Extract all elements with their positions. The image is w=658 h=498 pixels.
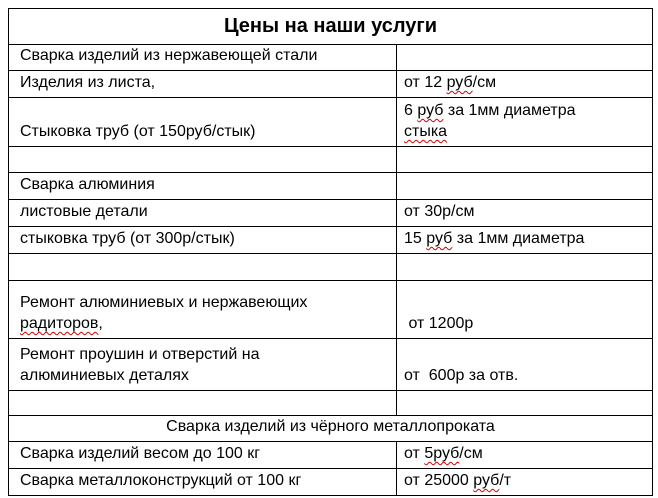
service-text-spellcheck-word: радиторов xyxy=(20,315,99,332)
price-text: за 1мм диаметра xyxy=(443,102,576,119)
service-text: Стыковка труб (от 150руб/стык) xyxy=(20,123,256,140)
table-row xyxy=(9,469,653,496)
empty-price-cell xyxy=(397,45,653,71)
price-cell xyxy=(397,339,653,391)
empty-table-row xyxy=(9,254,653,281)
price-text-spellcheck-word: руб xyxy=(426,230,453,247)
service-cell xyxy=(9,227,397,254)
service-cell xyxy=(9,173,397,200)
table-row xyxy=(9,71,653,98)
price-text-spellcheck-word: 5руб xyxy=(424,445,460,462)
service-cell xyxy=(9,45,397,71)
price-text: от 600р за отв. xyxy=(404,367,519,384)
price-cell xyxy=(397,200,653,227)
price-text: от 1200р xyxy=(404,315,474,332)
service-cell xyxy=(9,98,397,147)
price-text: /см xyxy=(459,445,483,462)
service-cell xyxy=(9,71,397,98)
service-cell xyxy=(9,442,397,469)
service-text: , xyxy=(98,315,103,332)
price-text: 15 xyxy=(404,230,427,247)
service-cell xyxy=(9,200,397,227)
price-text-spellcheck-word: руб xyxy=(417,102,444,119)
service-text: алюминиевых деталях xyxy=(20,367,189,384)
price-text: от xyxy=(404,445,425,462)
price-text: от 30р/см xyxy=(404,203,475,220)
table-row xyxy=(9,173,653,200)
price-text-spellcheck-word: руб xyxy=(473,472,500,489)
empty-price-cell xyxy=(397,391,653,416)
price-text-spellcheck-word: руб xyxy=(446,74,473,91)
price-text: от 12 xyxy=(404,74,447,91)
empty-service-cell xyxy=(9,391,397,416)
section-heading-text: Сварка изделий из чёрного металлопроката xyxy=(166,418,495,435)
service-text: Ремонт проушин и отверстий на xyxy=(20,346,260,363)
price-cell xyxy=(397,442,653,469)
empty-price-cell xyxy=(397,147,653,173)
service-cell xyxy=(9,469,397,496)
empty-service-cell xyxy=(9,254,397,281)
empty-price-cell xyxy=(397,254,653,281)
empty-table-row xyxy=(9,391,653,416)
table-row xyxy=(9,281,653,339)
price-cell xyxy=(397,98,653,147)
service-text: Сварка изделий из нержавеющей стали xyxy=(20,47,318,64)
section-heading xyxy=(9,416,653,442)
empty-service-cell xyxy=(9,147,397,173)
table-row xyxy=(9,98,653,147)
service-text: стыковка труб (от 300р/стык) xyxy=(20,230,235,247)
table-row xyxy=(9,339,653,391)
price-cell xyxy=(397,281,653,339)
price-text: 6 xyxy=(404,102,418,119)
service-text: Сварка изделий весом до 100 кг xyxy=(20,445,261,462)
service-text: Сварка металлоконструкций от 100 кг xyxy=(20,472,302,489)
price-cell xyxy=(397,71,653,98)
price-text: за 1мм диаметра xyxy=(452,230,585,247)
table-row xyxy=(9,200,653,227)
service-text: Сварка алюминия xyxy=(20,176,155,193)
table-row xyxy=(9,442,653,469)
table-title: Цены на наши услуги xyxy=(9,9,653,45)
price-text: /т xyxy=(499,472,512,489)
price-cell xyxy=(397,469,653,496)
section-heading-row xyxy=(9,416,653,442)
service-text: Изделия из листа, xyxy=(20,74,156,91)
price-list-table xyxy=(8,8,653,496)
table-row xyxy=(9,227,653,254)
price-cell xyxy=(397,227,653,254)
price-text: /см xyxy=(472,74,497,91)
service-text: листовые детали xyxy=(20,203,148,220)
service-cell xyxy=(9,281,397,339)
price-text-spellcheck-word: стыка xyxy=(404,123,448,140)
title-row xyxy=(9,9,653,45)
empty-table-row xyxy=(9,147,653,173)
service-cell xyxy=(9,339,397,391)
table-row xyxy=(9,45,653,71)
service-text: Ремонт алюминиевых и нержавеющих xyxy=(20,294,308,311)
price-text: от 25000 xyxy=(404,472,474,489)
empty-price-cell xyxy=(397,173,653,200)
